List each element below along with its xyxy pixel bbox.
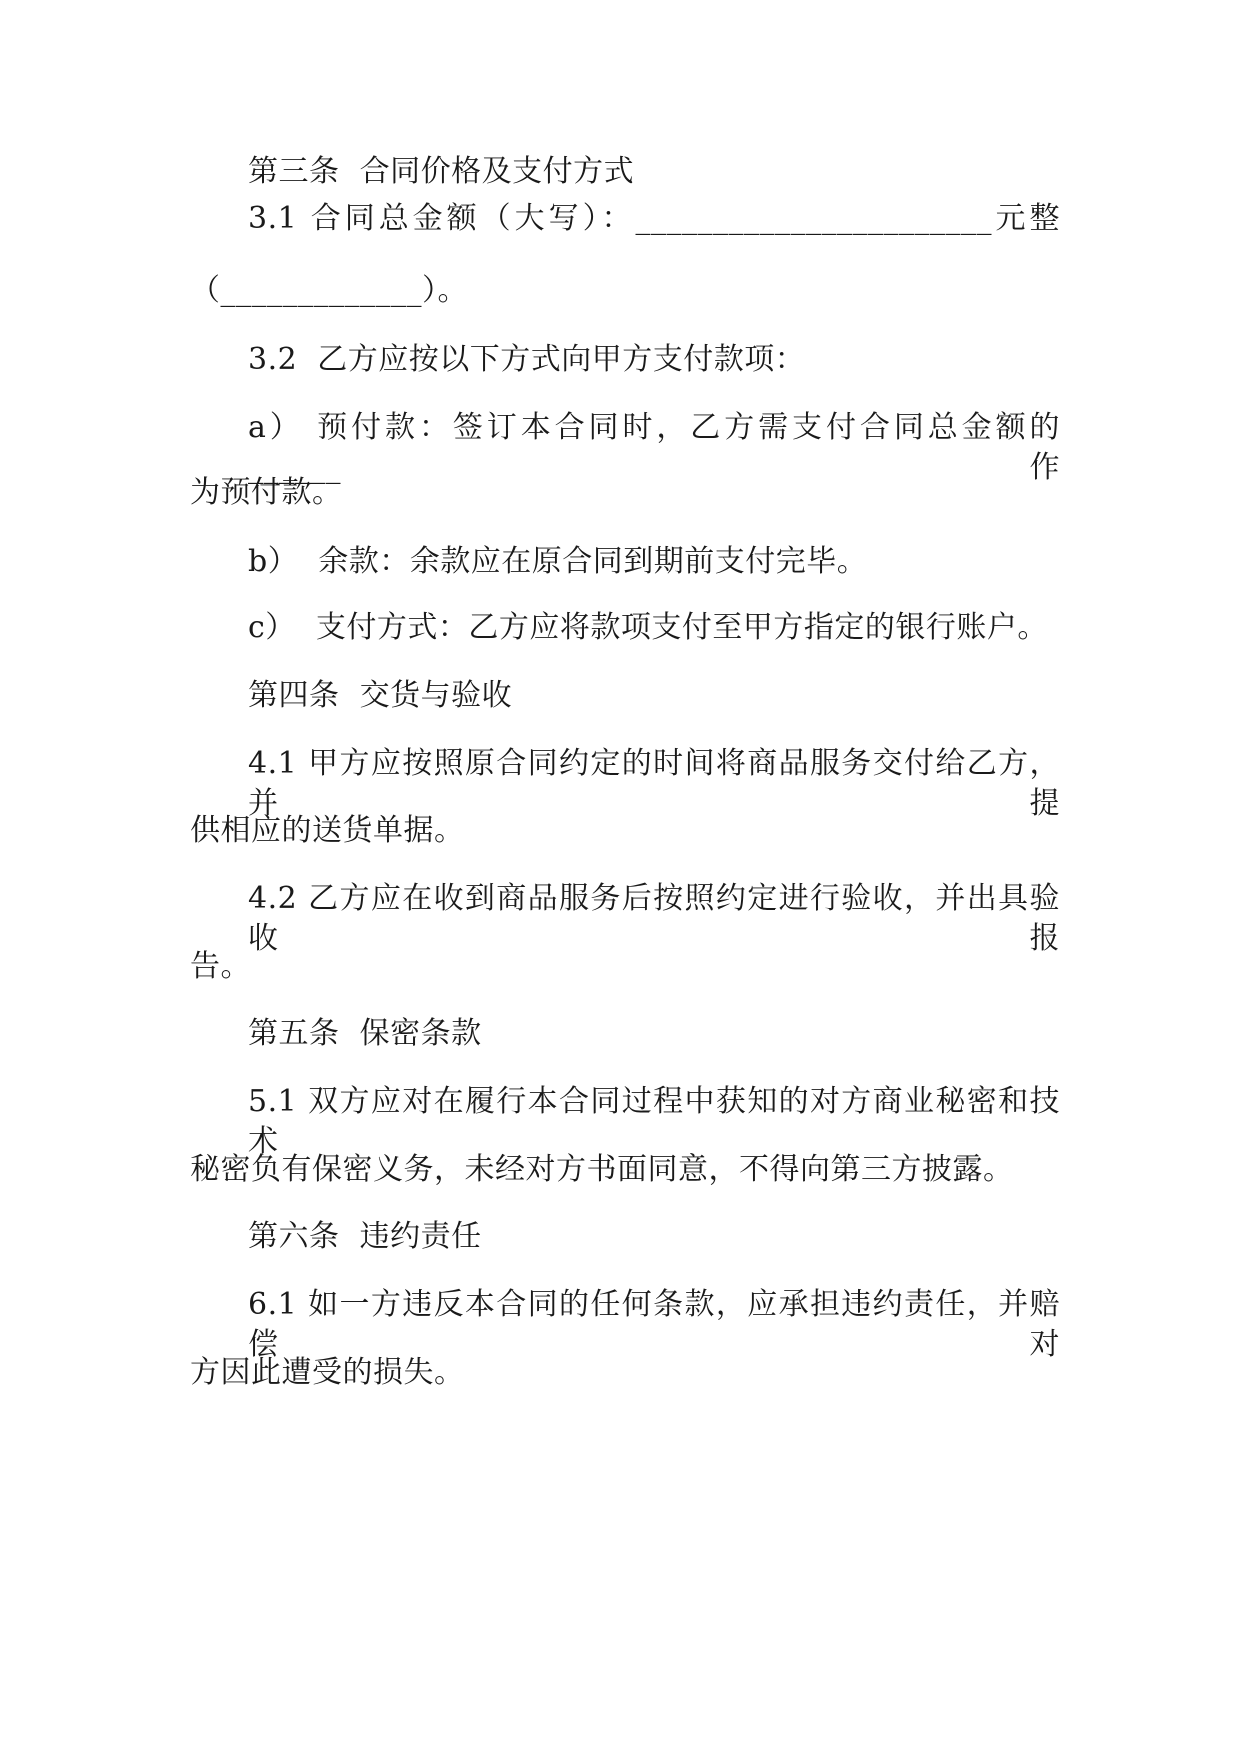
clause-3-2-a-line-1: a） 预付款：签订本合同时，乙方需支付合同总金额的______作 — [248, 410, 1060, 485]
section-heading-3: 第三条 合同价格及支付方式 — [248, 154, 635, 189]
section-heading-6: 第六条 违约责任 — [248, 1219, 482, 1254]
clause-5-1-line-1: 5.1 双方应对在履行本合同过程中获知的对方商业秘密和技术 — [248, 1084, 1060, 1159]
clause-4-1-line-1: 4.1 甲方应按照原合同约定的时间将商品服务交付给乙方，并提 — [248, 746, 1060, 821]
clause-6-1-line-1: 6.1 如一方违反本合同的任何条款，应承担违约责任，并赔偿对 — [248, 1287, 1060, 1362]
clause-4-2-line-1: 4.2 乙方应在收到商品服务后按照约定进行验收，并出具验收报 — [248, 881, 1060, 956]
clause-3-2-c: c） 支付方式：乙方应将款项支付至甲方指定的银行账户。 — [248, 610, 1048, 645]
clause-3-1-line-1: 3.1 合同总金额（大写）：_______________________元整 — [248, 201, 1060, 236]
clause-3-2-a-line-2: 为预付款。 — [190, 475, 343, 510]
section-heading-4: 第四条 交货与验收 — [248, 678, 513, 713]
clause-5-1-line-2: 秘密负有保密义务，未经对方书面同意，不得向第三方披露。 — [190, 1152, 1014, 1187]
clause-4-2-line-2: 告。 — [190, 949, 251, 984]
clause-6-1-line-2: 方因此遭受的损失。 — [190, 1355, 465, 1390]
clause-3-2-b: b） 余款：余款应在原合同到期前支付完毕。 — [248, 544, 868, 579]
section-heading-5: 第五条 保密条款 — [248, 1016, 482, 1051]
clause-3-2: 3.2 乙方应按以下方式向甲方支付款项： — [248, 342, 806, 377]
clause-4-1-line-2: 供相应的送货单据。 — [190, 813, 465, 848]
clause-3-1-line-2: （_____________）。 — [190, 273, 468, 308]
